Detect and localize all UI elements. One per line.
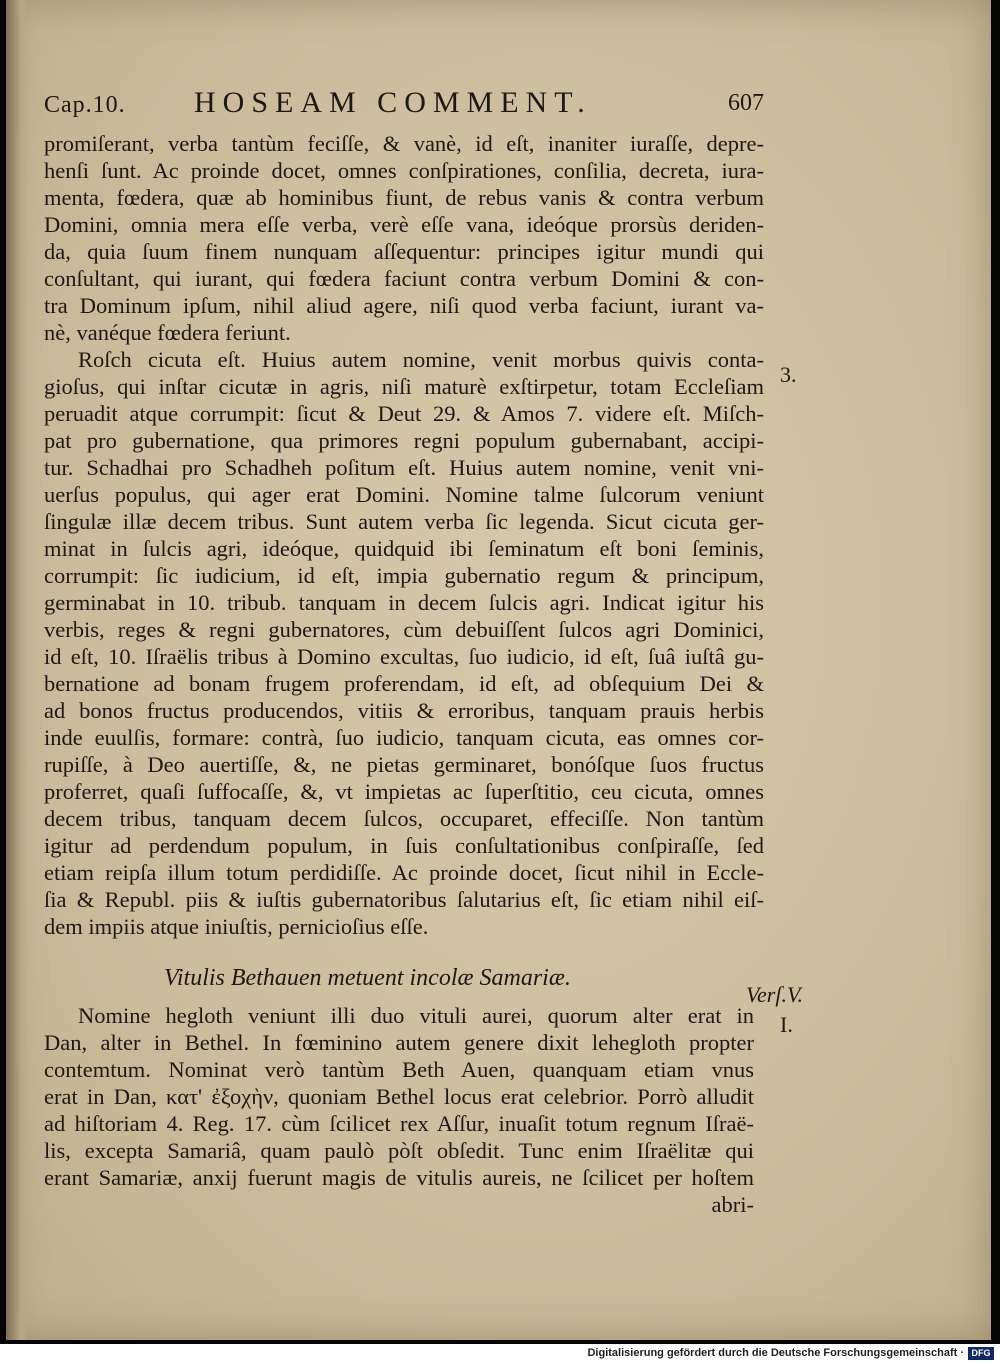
text-line: conſultant, qui iurant, qui fœdera faciunt contra verbum Domini & con- xyxy=(44,266,764,291)
text-line: Roſch cicuta eſt. Huius autem nomine, venit morbus quivis conta- xyxy=(78,347,764,372)
catchword: abri- xyxy=(711,1192,754,1217)
margin-note-verse-number: I. xyxy=(780,1012,793,1037)
page-gutter-shadow xyxy=(6,0,28,1340)
header-title: HOSEAM COMMENT. xyxy=(194,86,592,119)
text-line: bernatione ad bonam frugem proferendam, id eſt, ad obſequium Dei & xyxy=(44,671,764,696)
running-header xyxy=(44,80,764,120)
text-line: ad bonos fructus producendos, vitiis & erroribus, tanquam prauis herbis xyxy=(44,698,764,723)
text-line: corrumpit: ſic iudicium, id eſt, impia gubernatio regum & principum, xyxy=(44,563,764,588)
text-line: etiam reipſa illum totum perdidiſſe. Ac proinde docet, ſicut nihil in Eccle- xyxy=(44,860,764,885)
text-line: erant Samariæ, anxij fuerunt magis de vitulis aureis, ne ſcilicet per hoſtem xyxy=(44,1165,754,1190)
text-line: ſia & Republ. piis & iuſtis gubernatoribus ſalutarius eſt, ſic etiam nihil eiſ- xyxy=(44,887,764,912)
text-line: lis, excepta Samariâ, quam paulò pòſt obſedit. Tunc enim Iſraëlitæ qui xyxy=(44,1138,754,1163)
text-line: dem impiis atque iniuſtis, pernicioſius eſſe. xyxy=(44,914,429,939)
text-line: rupiſſe, à Deo auertiſſe, &, ne pietas germinaret, bonóſque ſuos fructus xyxy=(44,752,764,777)
text-line: menta, fœdera, quæ ab hominibus fiunt, de rebus vanis & contra verbum xyxy=(44,185,764,210)
text-line: promiſerant, verba tantùm feciſſe, & vanè, id eſt, inaniter iuraſſe, depre- xyxy=(44,131,764,156)
text-line: verbis, reges & regni gubernatores, cùm debuiſſent ſulcos agri Dominici, xyxy=(44,617,764,642)
text-line: da, quia ſuum finem nunquam aſſequentur: principes igitur mundi qui xyxy=(44,239,764,264)
paragraph-3 xyxy=(44,1002,754,1218)
footer-credit: Digitalisierung gefördert durch die Deutsche Forschungsgemeinschaft · xyxy=(587,1347,964,1359)
text-line: tra Dominum ipſum, nihil aliud agere, niſi quod verba faciunt, iurant va- xyxy=(44,293,764,318)
footer-bar xyxy=(0,1344,1000,1364)
text-line: ſingulæ illæ decem tribus. Sunt autem verba ſic legenda. Sicut cicuta ger- xyxy=(44,509,764,534)
header-chapter: Cap.10. xyxy=(44,92,126,118)
text-line: proferret, quaſi ſuffocaſſe, &, vt impietas ac ſuperſtitio, ceu cicuta, omnes xyxy=(44,779,764,804)
text-line: contemtum. Nominat verò tantùm Beth Auen, quanquam etiam vnus xyxy=(44,1057,754,1082)
text-line: id eſt, 10. Iſraëlis tribus à Domino excultas, ſuo iudicio, id eſt, ſuâ iuſtâ gu- xyxy=(44,644,764,669)
margin-note-number: 3. xyxy=(780,362,797,387)
text-line: pat pro gubernatione, qua primores regni populum gubernabant, accipi- xyxy=(44,428,764,453)
margin-note-verse: Verſ.V. xyxy=(746,982,804,1007)
section-heading: Vitulis Bethauen metuent incolæ Samariæ. xyxy=(164,965,571,991)
paragraph-1 xyxy=(44,130,764,346)
text-line: tur. Schadhai pro Schadheh poſitum eſt. Huius autem nomine, venit vni- xyxy=(44,455,764,480)
main-text xyxy=(44,130,764,940)
book-page xyxy=(6,0,991,1340)
page-number: 607 xyxy=(728,90,764,116)
text-line: germinabat in 10. tribub. tanquam in decem ſulcis agri. Indicat igitur his xyxy=(44,590,764,615)
text-line: erat in Dan, κατ' ἐξοχὴν, quoniam Bethel locus erat celebrior. Porrò alludit xyxy=(44,1084,754,1109)
text-line: inde euulſis, formare: contrà, ſuo iudicio, tanquam cicuta, eas omnes cor- xyxy=(44,725,764,750)
text-line: henſi ſunt. Ac proinde docet, omnes conſpirationes, conſilia, decreta, iura- xyxy=(44,158,764,183)
text-line: nè, vanéque fœdera feriunt. xyxy=(44,320,291,345)
text-line: minat in ſulcis agri, ideóque, quidquid ibi ſeminatum eſt boni ſeminis, xyxy=(44,536,764,561)
text-line: Domini, omnia mera eſſe verba, verè eſſe vana, ideóque prorsùs deriden- xyxy=(44,212,764,237)
text-line: Nomine hegloth veniunt illi duo vituli aurei, quorum alter erat in xyxy=(78,1003,754,1028)
text-line: gioſus, qui inſtar cicutæ in agris, niſi maturè exſtirpetur, totam Eccleſiam xyxy=(44,374,764,399)
text-line: Dan, alter in Bethel. In fœminino autem genere dixit lehegloth propter xyxy=(44,1030,754,1055)
paragraph-2 xyxy=(44,346,764,940)
dfg-logo: DFG xyxy=(968,1347,994,1360)
text-line: uerſus populus, qui ager erat Domini. Nomine talme ſulcorum veniunt xyxy=(44,482,764,507)
text-line: ad hiſtoriam 4. Reg. 17. cùm ſcilicet rex Aſſur, inuaſit totum regnum Iſraë- xyxy=(44,1111,754,1136)
text-line: igitur ad perdendum populum, in ſuis conſultationibus conſpiraſſe, ſed xyxy=(44,833,764,858)
text-line: peruadit atque corrumpit: ſicut & Deut 29. & Amos 7. videre eſt. Miſch- xyxy=(44,401,764,426)
text-line: decem tribus, tanquam decem ſulcos, occuparet, effeciſſe. Non tantùm xyxy=(44,806,764,831)
